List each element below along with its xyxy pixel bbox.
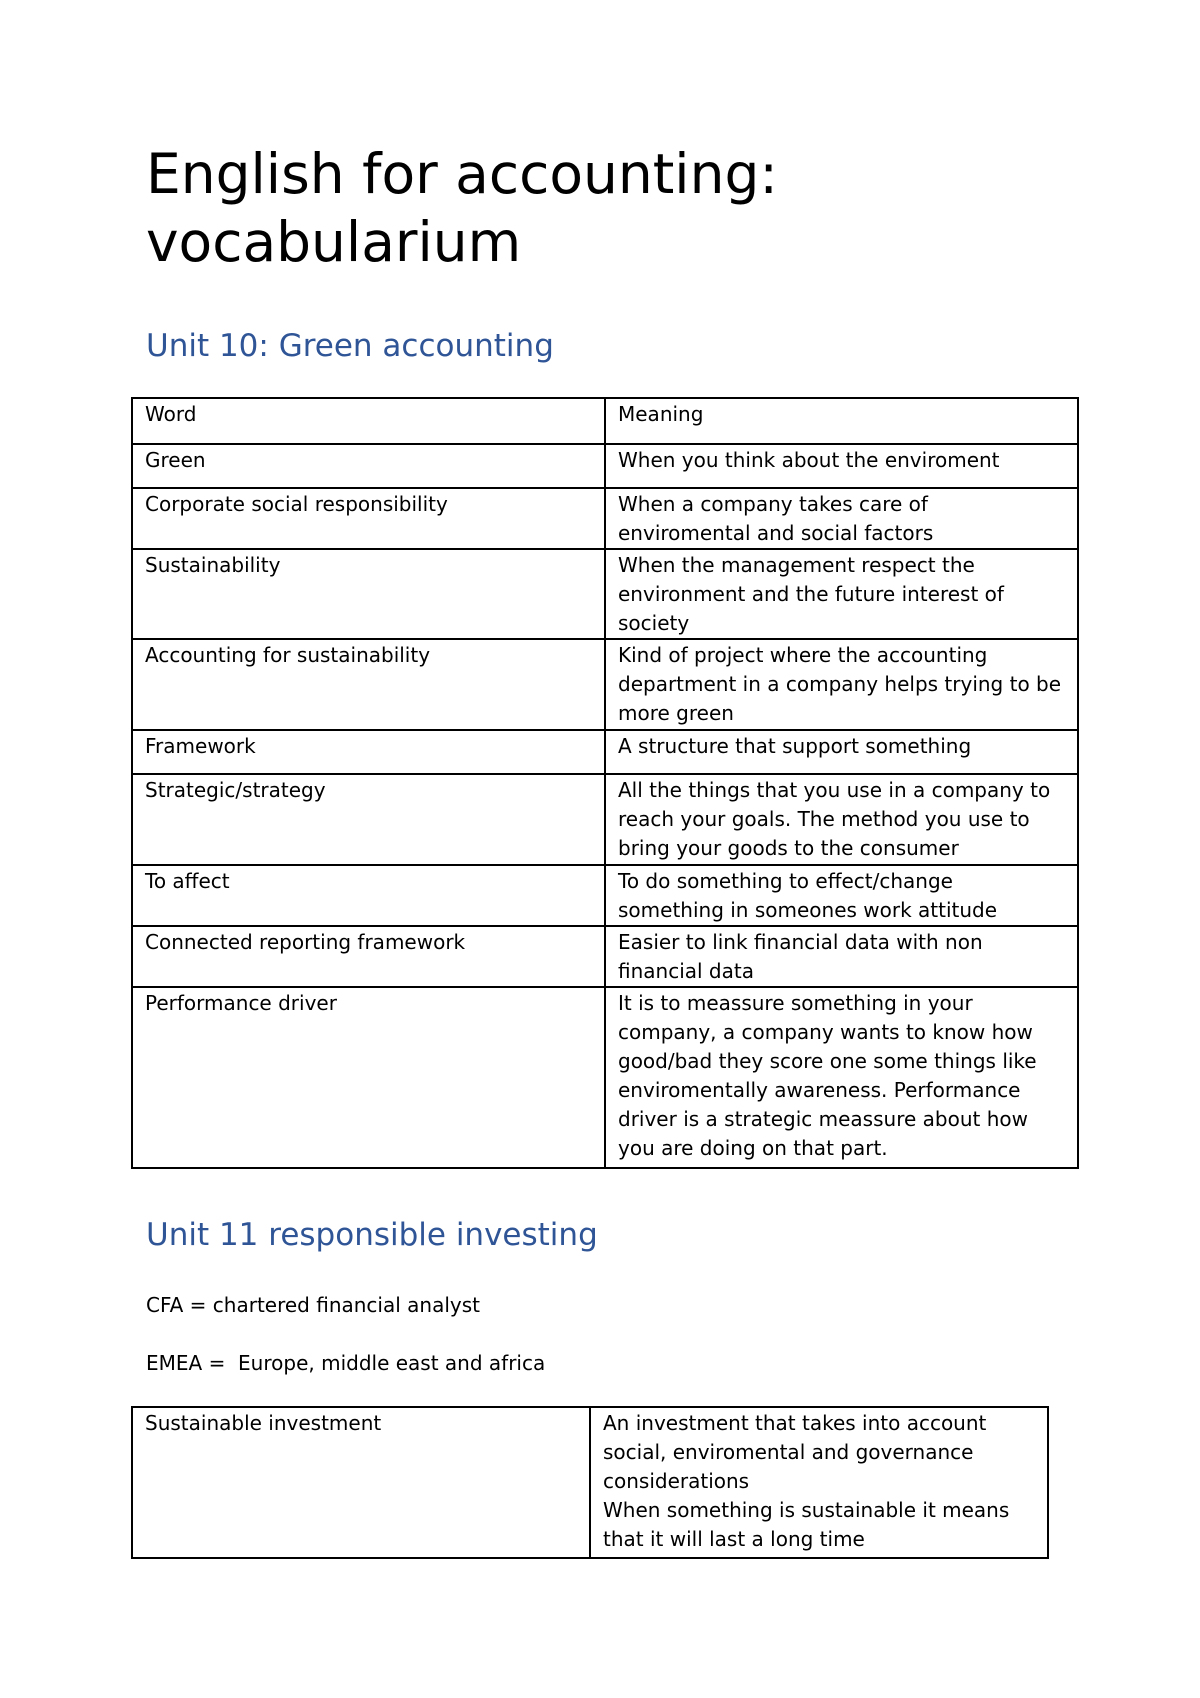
word-column-header: Word — [132, 398, 605, 444]
table-row — [132, 1407, 1048, 1558]
unit-11-heading: Unit 11 responsible investing — [146, 1217, 598, 1253]
table-header-row — [132, 398, 1078, 444]
unit-10-vocabulary-table — [131, 397, 1079, 1169]
table-row — [132, 926, 1078, 987]
table-row — [132, 987, 1078, 1168]
word-cell: Sustainable investment — [132, 1407, 590, 1558]
word-cell: Accounting for sustainability — [132, 639, 605, 730]
meaning-line: When something is sustainable it means that it will last a long time — [603, 1498, 1010, 1551]
word-cell: Framework — [132, 730, 605, 774]
meaning-cell: When the management respect the environment and the future interest of society — [605, 549, 1078, 639]
abbreviation-emea: EMEA = Europe, middle east and africa — [146, 1351, 546, 1375]
table-row — [132, 639, 1078, 730]
table-row — [132, 730, 1078, 774]
table-row — [132, 549, 1078, 639]
meaning-line: An investment that takes into account social, enviromental and governance considerations — [603, 1411, 987, 1493]
meaning-cell: To do something to effect/change something in someones work attitude — [605, 865, 1078, 926]
meaning-cell: Kind of project where the accounting department in a company helps trying to be more green — [605, 639, 1078, 730]
unit-11-vocabulary-table — [131, 1406, 1049, 1559]
word-cell: Performance driver — [132, 987, 605, 1168]
abbreviation-cfa: CFA = chartered financial analyst — [146, 1293, 480, 1317]
meaning-cell: It is to meassure something in your company, a company wants to know how good/bad they score one some things like enviromentally awareness. Performance driver is a strategic meassure about how you are doing on that part. — [605, 987, 1078, 1168]
page-title-line-2: vocabularium — [146, 210, 522, 274]
meaning-cell: Easier to link financial data with non financial data — [605, 926, 1078, 987]
word-cell: Green — [132, 444, 605, 488]
page-title-line-1: English for accounting: — [146, 142, 778, 206]
meaning-column-header: Meaning — [605, 398, 1078, 444]
meaning-cell: All the things that you use in a company to reach your goals. The method you use to bring your goods to the consumer — [605, 774, 1078, 865]
meaning-cell: When a company takes care of enviromental and social factors — [605, 488, 1078, 549]
table-row — [132, 774, 1078, 865]
word-cell: To affect — [132, 865, 605, 926]
word-cell: Sustainability — [132, 549, 605, 639]
meaning-cell: A structure that support something — [605, 730, 1078, 774]
word-cell: Connected reporting framework — [132, 926, 605, 987]
page-title — [146, 140, 1096, 276]
table-row — [132, 444, 1078, 488]
meaning-cell — [590, 1407, 1048, 1558]
table-row — [132, 488, 1078, 549]
word-cell: Strategic/strategy — [132, 774, 605, 865]
table-row — [132, 865, 1078, 926]
word-cell: Corporate social responsibility — [132, 488, 605, 549]
meaning-cell: When you think about the enviroment — [605, 444, 1078, 488]
unit-10-heading: Unit 10: Green accounting — [146, 328, 554, 364]
